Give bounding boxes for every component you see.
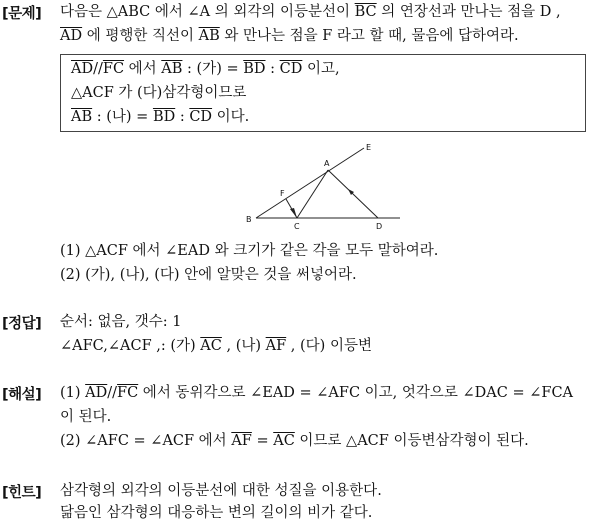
hint-tag: [힌트] [2, 485, 42, 501]
problem-line-2: $\overline{AD}$ 에 평행한 직선이 $\overline{AB}$ 와 만나는 점을 F 라고 할 때, 물음에 답하여라. [60, 28, 519, 44]
question-1: (1) △ACF 에서 ∠EAD 와 크기가 같은 각을 모두 말하여라. [60, 243, 439, 259]
hint-line-2: 닮음인 삼각형의 대응하는 변의 길이의 비가 같다. [60, 505, 373, 521]
answer-tag: [정답] [2, 316, 42, 332]
line-ac [297, 170, 328, 218]
explanation-line-1: (1) $\overline{AD}//\overline{FC}$ 에서 동위각으로 ∠EAD = ∠AFC 이고, 엇각으로 ∠DAC = ∠FCA [60, 385, 574, 401]
explanation-tag: [해설] [2, 387, 42, 403]
hint-line-1: 삼각형의 외각의 이등분선에 대한 성질을 이용한다. [60, 483, 382, 499]
proof-line-3: $\overline{AB}$ : (나) = $\overline{BD}$ : $\overline{CD}$ 이다. [71, 109, 250, 125]
proof-box [60, 54, 586, 132]
line-be [256, 148, 364, 218]
label-c: C [294, 222, 300, 231]
answer-line-2: ∠AFC,∠ACF ,: (가) $\overline{AC}$ , (나) $\overline{AF}$ , (다) 이등변 [60, 338, 372, 354]
arrow-fc [290, 208, 297, 218]
problem-tag: [문제] [2, 6, 42, 22]
proof-line-2: △ACF 가 (다)삼각형이므로 [71, 85, 247, 101]
label-f: F [280, 189, 285, 198]
label-a: A [324, 159, 330, 168]
question-2: (2) (가), (나), (다) 안에 알맞은 것을 써넣어라. [60, 267, 357, 283]
problem-line-1: 다음은 △ABC 에서 ∠A 의 외각의 이등분선이 $\overline{BC}$ 의 연장선과 만나는 점을 D , [60, 4, 561, 20]
explanation-line-3: (2) ∠AFC = ∠ACF 에서 $\overline{AF} = \overline{AC}$ 이므로 △ACF 이등변삼각형이 된다. [60, 433, 529, 449]
explanation-line-2: 이 된다. [60, 409, 112, 425]
label-e: E [366, 143, 372, 152]
answer-line-1: 순서: 없음, 갯수: 1 [60, 314, 182, 330]
line-ad [328, 170, 378, 218]
geometry-figure [240, 138, 420, 236]
proof-line-1: $\overline{AD}//\overline{FC}$ 에서 $\overline{AB}$ : (가) = $\overline{BD}$ : $\overline{CD}$ 이고, [71, 61, 340, 77]
label-b: B [246, 215, 252, 224]
label-d: D [376, 222, 383, 231]
